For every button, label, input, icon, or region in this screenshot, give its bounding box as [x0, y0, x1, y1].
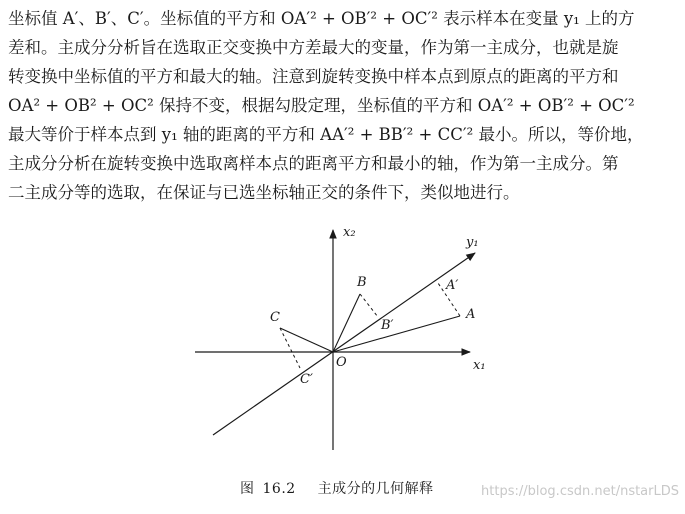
text-line-1: 坐标值 A′、B′、C′。坐标值的平方和 OA′² + OB′² + OC′² 表示样本在变量 y₁ 上的方 [8, 9, 635, 28]
y1-axis [213, 253, 475, 435]
text-line-3: 转变换中坐标值的平方和最大的轴。注意到旋转变换中样本点到原点的距离的平方和 [8, 67, 619, 86]
caption-number: 16.2 [262, 481, 296, 497]
label-B-prime: B′ [381, 318, 394, 333]
vector-OC [280, 328, 333, 352]
projection-CC-prime [280, 328, 300, 368]
vector-OB [333, 294, 360, 352]
label-origin: O [336, 355, 347, 370]
projection-BB-prime [360, 294, 378, 317]
text-line-7: 二主成分等的选取，在保证与已选坐标轴正交的条件下，类似地进行。 [8, 183, 520, 202]
label-x1: x₁ [473, 358, 486, 373]
text-line-6: 主成分分析在旋转变换中选取离样本点的距离平方和最小的轴，作为第一主成分。第 [8, 154, 619, 173]
label-B: B [357, 275, 367, 290]
vector-OA [333, 316, 460, 352]
label-C: C [270, 310, 280, 325]
label-y1: y₁ [466, 235, 479, 250]
label-C-prime: C′ [300, 372, 313, 387]
text-line-2: 差和。主成分分析旨在选取正交变换中方差最大的变量，作为第一主成分，也就是旋 [8, 38, 619, 57]
label-A: A [466, 307, 476, 322]
figure-caption [240, 478, 434, 498]
text-line-5: 最大等价于样本点到 y₁ 轴的距离的平方和 AA′² + BB′² + CC′² 最小。所以，等价地， [8, 125, 644, 144]
watermark: https://blog.csdn.net/nstarLDS [481, 484, 679, 499]
caption-prefix: 图 [240, 481, 255, 497]
text-line-4: OA² + OB² + OC² 保持不变，根据勾股定理，坐标值的平方和 OA′² + OB′² + OC′² [8, 96, 635, 115]
label-A-prime: A′ [446, 278, 459, 293]
label-x2: x₂ [343, 225, 356, 240]
caption-title: 主成分的几何解释 [317, 481, 434, 497]
